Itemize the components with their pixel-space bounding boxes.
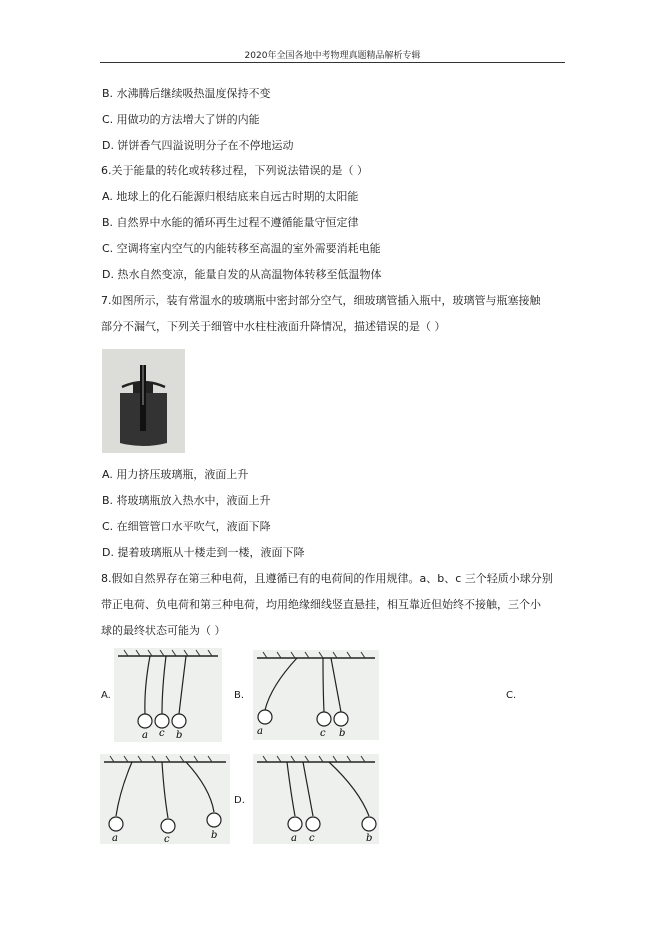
ball-b [362,817,376,831]
q5-option-b: B. 水沸腾后继续吸热温度保持不变 [102,87,271,100]
q7-stem-line1: 7.如图所示，装有常温水的玻璃瓶中密封部分空气，细玻璃管插入瓶中，玻璃管与瓶塞接触 [101,294,541,307]
ball-a [109,817,123,831]
ball-label-c: c [320,728,326,739]
ball-b [334,712,348,726]
ball-label-a: a [257,726,263,737]
q6-option-c: C. 空调将室内空气的内能转移至高温的室外需要消耗电能 [102,242,381,255]
tube-inner [142,365,144,405]
q6-option-b: B. 自然界中水能的循环再生过程不遵循能量守恒定律 [102,216,359,229]
ball-label-c: c [159,728,165,739]
q5-option-c: C. 用做功的方法增大了饼的内能 [102,113,260,126]
ball-c [161,819,175,833]
ball-label-a: a [112,833,118,844]
q8-figure-a [114,648,222,742]
ball-a [258,710,272,724]
ball-label-c: c [164,834,170,844]
ball-label-c: c [309,833,315,844]
ball-label-b: b [366,833,373,844]
q7-bottle-figure [102,349,185,453]
q7-option-c: C. 在细管管口水平吹气，液面下降 [102,520,271,533]
q6-option-d: D. 热水自然变凉，能量自发的从高温物体转移至低温物体 [102,268,382,281]
q8-stem-line1: 8.假如自然界存在第三种电荷，且遵循已有的电荷间的作用规律。a、b、c 三个轻质小球分别 [101,572,553,585]
figure-background [253,650,379,740]
q7-option-d: D. 提着玻璃瓶从十楼走到一楼，液面下降 [102,546,305,559]
ball-label-a: a [291,833,297,844]
ball-b [207,813,221,827]
q8-label-b: B. [234,690,245,701]
ball-a [288,817,302,831]
ball-label-a: a [142,730,148,741]
q6-option-a: A. 地球上的化石能源归根结底来自远古时期的太阳能 [102,190,359,203]
page-header: 2020年全国各地中考物理真题精品解析专辑 [244,51,421,61]
ball-c [306,817,320,831]
header-divider [100,62,565,63]
q8-figure-b [253,650,379,740]
figure-background [114,648,222,742]
q7-option-a: A. 用力挤压玻璃瓶，液面上升 [102,468,249,481]
q5-option-d: D. 饼饼香气四溢说明分子在不停地运动 [102,139,294,152]
q8-figure-c [100,754,230,844]
q8-label-d: D. [234,795,245,806]
q7-stem-line2: 部分不漏气，下列关于细管中水柱柱液面升降情况，描述错误的是（ ） [101,320,446,333]
q8-figure-d [253,754,379,844]
q8-stem-line2: 带正电荷、负电荷和第三种电荷，均用绝缘细线竖直悬挂，相互靠近但始终不接触，三个小 [101,598,541,611]
ball-a [138,714,152,728]
q8-label-c: C. [506,690,517,701]
q8-label-a: A. [101,690,111,701]
ball-label-b: b [339,728,346,739]
ball-b [172,714,186,728]
q8-stem-line3: 球的最终状态可能为（ ） [101,624,226,637]
ball-c [317,712,331,726]
ball-c [155,714,169,728]
ball-label-b: b [211,830,218,841]
q6-stem: 6.关于能量的转化或转移过程，下列说法错误的是（ ） [101,164,368,177]
q7-option-b: B. 将玻璃瓶放入热水中，液面上升 [102,494,271,507]
ball-label-b: b [176,730,183,741]
